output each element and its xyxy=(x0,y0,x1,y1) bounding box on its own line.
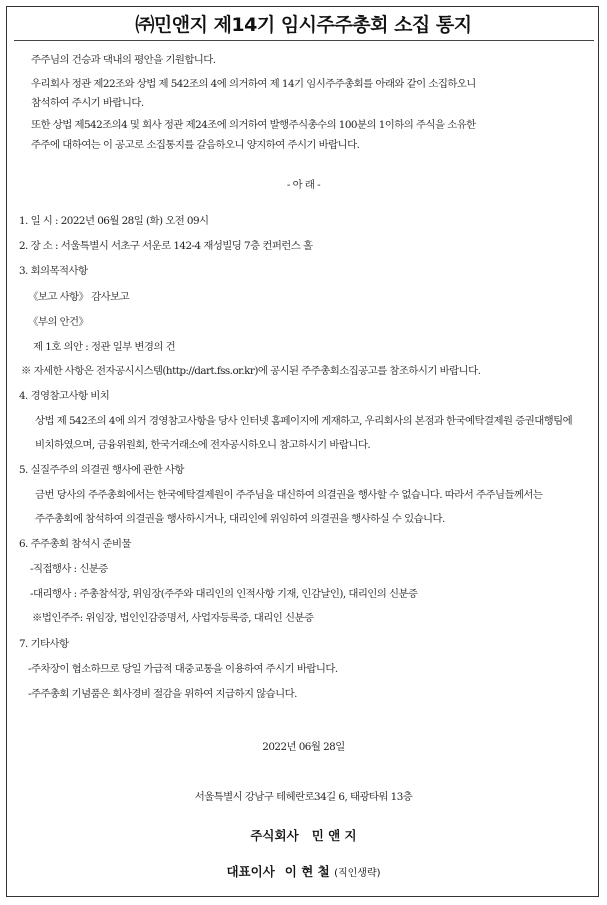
intro-line: 주주에 대하여는 이 공고로 소집통지를 갈음하오니 양지하여 주시기 바랍니다. xyxy=(31,139,360,151)
item-prep-heading: 6. 주주총회 참석시 준비물 xyxy=(19,538,131,550)
item-agenda-1: 제 1호 의안 : 정관 일부 변경의 건 xyxy=(33,341,176,353)
company-name: 주식회사 민 앤 지 xyxy=(250,828,357,843)
ceo-signature xyxy=(0,862,607,880)
item-voting-text: 금번 당사의 주주총회에서는 한국예탁결제원이 주주님을 대신하여 의결권을 행사할 수 없습니다. 따라서 주주님들께서는 xyxy=(35,489,543,501)
item-prep-corporate: ※법인주주: 위임장, 법인인감증명서, 사업자등록증, 대리인 신분증 xyxy=(32,612,314,624)
page-title: ㈜민앤지 제14기 임시주주총회 소집 통지 xyxy=(135,14,472,36)
stamp-omitted-note: (직인생략) xyxy=(334,868,381,879)
intro-line: 또한 상법 제542조의4 및 회사 정관 제24조에 의거하여 발행주식총수의 100분의 1이하의 주식을 소유한 xyxy=(31,119,476,131)
notice-heading: - 아 래 - xyxy=(286,179,321,191)
item-prep-proxy: -대리행사 : 주총참석장, 위임장(주주와 대리인의 인적사항 기재, 인감날인), 대리인의 신분증 xyxy=(30,588,418,600)
ceo-title: 대표이사 xyxy=(226,864,275,879)
title-divider xyxy=(14,40,594,41)
item-voting-text: 주주총회에 참석하여 의결권을 행사하시거나, 대리인에 위임하여 의결권을 행사하실 수 있습니다. xyxy=(35,513,445,525)
intro-line: 우리회사 정관 제22조와 상법 제 542조의 4에 의거하여 제 14기 임시주주총회를 아래와 같이 소집하오니 xyxy=(31,78,476,90)
company-address: 서울특별시 강남구 테헤란로34길 6, 태광타워 13층 xyxy=(194,791,413,803)
ceo-name: 이 현 철 xyxy=(284,864,330,879)
item-misc-souvenir: -주주총회 기념품은 회사경비 절감을 위하여 지급하지 않습니다. xyxy=(28,688,297,700)
item-report: 《보고 사항》 감사보고 xyxy=(28,291,130,303)
notice-date: 2022년 06월 28일 xyxy=(262,741,345,753)
item-agenda-heading: 3. 회의목적사항 xyxy=(19,265,88,277)
item-prep-direct: -직접행사 : 신분증 xyxy=(30,563,108,575)
item-note: ※ 자세한 사항은 전자공시시스템(http://dart.fss.or.kr)에 공시된 주주총회소집공고를 참조하시기 바랍니다. xyxy=(21,365,481,377)
greeting: 주주님의 건승과 댁내의 평안을 기원합니다. xyxy=(31,54,216,66)
item-reference-heading: 4. 경영참고사항 비치 xyxy=(19,390,110,402)
intro-line: 참석하여 주시기 바랍니다. xyxy=(31,97,144,109)
item-agenda-label: 《부의 안건》 xyxy=(28,316,89,328)
item-misc-heading: 7. 기타사항 xyxy=(19,638,69,650)
item-venue: 2. 장 소 : 서울특별시 서초구 서운로 142-4 재성빌딩 7층 컨퍼런스 홀 xyxy=(19,240,313,252)
item-misc-parking: -주차장이 협소하므로 당일 가급적 대중교통을 이용하여 주시기 바랍니다. xyxy=(28,663,338,675)
item-voting-heading: 5. 실질주주의 의결권 행사에 관한 사항 xyxy=(19,464,184,476)
item-datetime: 1. 일 시 : 2022년 06월 28일 (화) 오전 09시 xyxy=(19,215,209,227)
item-reference-text: 상법 제 542조의 4에 의거 경영참고사항을 당사 인터넷 홈페이지에 게재하고, 우리회사의 본점과 한국예탁결제원 증권대행팀에 xyxy=(35,415,573,427)
item-reference-text: 비치하였으며, 금융위원회, 한국거래소에 전자공시하오니 참고하시기 바랍니다. xyxy=(35,439,371,451)
